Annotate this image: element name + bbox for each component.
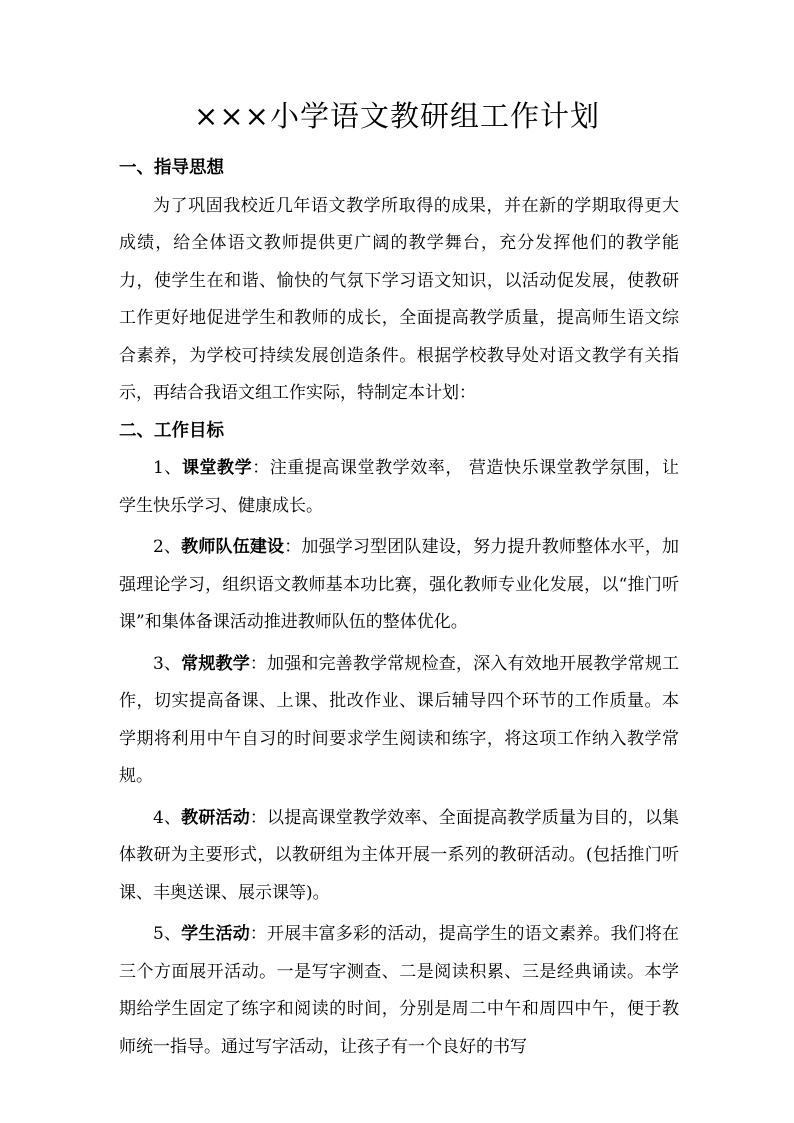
goal-item-label: 教师队伍建设 xyxy=(181,537,285,557)
goal-item-number: 3、 xyxy=(153,653,182,674)
goal-item-text: ：以提高课堂教学效率、全面提高教学质量为目的，以集体教研为主要形式，以教研组为主体开展一系列的教研活动。(包括推门听课、丰奥送课、展示课等)。 xyxy=(119,807,680,903)
goal-item-classroom-teaching xyxy=(119,450,679,525)
goal-item-label: 教研活动 xyxy=(181,807,250,828)
goal-item-text: ：加强和完善教学常规检查，深入有效地开展教学常规工作，切实提高备课、上课、批改作业、课后辅导四个环节的工作质量。本学期将利用中午自习的时间要求学生阅读和练字，将这项工作纳入教学常规。 xyxy=(119,653,680,786)
document-body xyxy=(119,150,679,1066)
goal-item-routine-teaching xyxy=(119,646,679,796)
goal-item-number: 2、 xyxy=(153,537,182,557)
goal-item-number: 5、 xyxy=(153,924,182,944)
goal-item-student-activities xyxy=(119,916,679,1066)
goal-item-label: 学生活动 xyxy=(181,924,250,944)
section-heading-work-goals: 二、工作目标 xyxy=(119,420,224,441)
section-paragraph-guiding-ideology: 为了巩固我校近几年语文教学所取得的成果，并在新的学期取得更大成绩，给全体语文教师提供更广阔的教学舞台，充分发挥他们的教学能力，使学生在和谐、愉快的气氛下学习语文知识，以活动促发展，使教研工作更好地促进学生和教师的成长，全面提高教学质量，提高师生语文综合素养，为学校可持续发展创造条件。根据学校教导处对语文教学有关指示，再结合我语文组工作实际，特制定本计划： xyxy=(119,195,679,403)
goal-item-number: 4、 xyxy=(153,807,182,828)
goal-item-research-activities xyxy=(119,800,679,913)
goal-item-number: 1、 xyxy=(153,458,182,478)
section-heading-guiding-ideology: 一、指导思想 xyxy=(119,158,224,178)
goal-item-teacher-team xyxy=(119,529,679,642)
document-title: ×××小学语文教研组工作计划 xyxy=(194,99,600,133)
goal-item-label: 课堂教学 xyxy=(181,458,253,478)
goal-item-label: 常规教学 xyxy=(181,653,250,674)
goal-item-text: ：开展丰富多彩的活动，提高学生的语文素养。我们将在三个方面展开活动。一是写字测查、二是阅读积累、三是经典诵读。本学期给学生固定了练字和阅读的时间，分别是周二中午和周四中午，便于教师统一指导。通过写字活动，让孩子有一个良好的书写 xyxy=(119,924,680,1057)
goal-item-text: ：加强学习型团队建设，努力提升教师整体水平，加强理论学习，组织语文教师基本功比赛，强化教师专业化发展，以“推门听课”和集体备课活动推进教师队伍的整体优化。 xyxy=(119,537,680,632)
goal-item-text: ：注重提高课堂教学效率， 营造快乐课堂教学氛围，让学生快乐学习、健康成长。 xyxy=(119,458,680,516)
